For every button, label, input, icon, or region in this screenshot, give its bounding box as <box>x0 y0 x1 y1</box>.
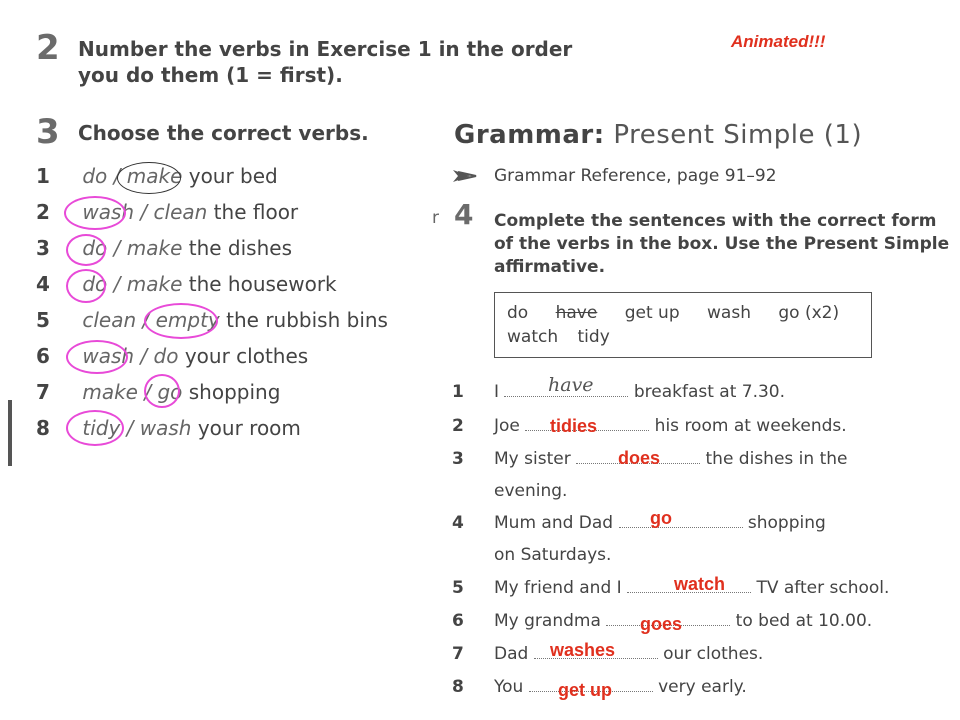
sentence-number: 8 <box>452 677 464 697</box>
sentence-after: our clothes. <box>657 644 764 664</box>
sentence-before: My sister <box>494 449 577 469</box>
margin-bar <box>8 400 12 466</box>
item-rest: the housework <box>182 272 337 296</box>
separator: / <box>107 236 127 260</box>
word: tidy <box>577 327 610 347</box>
item-rest: your clothes <box>178 344 309 368</box>
option-2: make <box>126 272 183 296</box>
margin-letter: r <box>432 208 439 228</box>
item-number: 1 <box>36 164 50 188</box>
separator: / <box>120 416 140 440</box>
word-box <box>494 292 872 358</box>
item-number: 3 <box>36 236 50 260</box>
grammar-title-bold: Grammar: <box>454 120 605 150</box>
option-1: do <box>82 272 108 296</box>
option-2: do <box>153 344 179 368</box>
sentence-number: 2 <box>452 416 464 436</box>
instruction-line2: of the verbs in the box. Use the Present Simple <box>494 234 950 254</box>
word: wash <box>707 303 751 323</box>
item-number: 4 <box>36 272 50 296</box>
sentence-before: Joe <box>494 416 526 436</box>
arrow-icon <box>452 166 478 186</box>
word: watch <box>507 327 559 347</box>
sentence-list <box>452 374 952 712</box>
answer-text: watch <box>674 574 726 594</box>
word-box-row2 <box>507 325 859 349</box>
sentence-number: 1 <box>452 382 464 402</box>
item-rest: the rubbish bins <box>219 308 388 332</box>
word: go (x2) <box>778 303 840 323</box>
separator: / <box>136 308 156 332</box>
sentence-number: 3 <box>452 449 464 469</box>
sentence-after: his room at weekends. <box>649 416 847 436</box>
item-number: 7 <box>36 380 50 404</box>
option-1: do <box>82 236 108 260</box>
word-crossed: have <box>555 303 598 323</box>
option-1: wash <box>82 344 135 368</box>
item-rest: your room <box>191 416 301 440</box>
answer-circle <box>66 410 124 446</box>
exercise2-line1: Number the verbs in Exercise 1 in the order <box>78 37 573 61</box>
answer-circle <box>144 303 218 339</box>
sentence-continued: evening. <box>494 481 568 501</box>
answer-circle <box>144 374 183 408</box>
exercise4-number: 4 <box>454 198 474 231</box>
item-rest: the dishes <box>182 236 292 260</box>
answer-text: goes <box>640 614 683 634</box>
animated-banner: Animated!!! <box>731 32 826 51</box>
item-rest: shopping <box>182 380 281 404</box>
sentence-before: My grandma <box>494 611 607 631</box>
sentence-before: I <box>494 382 505 402</box>
sentence-continued: on Saturdays. <box>494 545 612 565</box>
option-2: empty <box>155 308 220 332</box>
answer-text: get up <box>558 680 612 700</box>
sentence-number: 4 <box>452 513 464 533</box>
exercise2-instruction <box>78 36 572 88</box>
separator: / <box>107 272 127 296</box>
grammar-title <box>454 120 862 150</box>
sentence-before: You <box>494 677 529 697</box>
answer-circle <box>64 196 126 230</box>
sentence-number: 5 <box>452 578 464 598</box>
exercise2-line2: you do them (1 = first). <box>78 63 343 87</box>
sentence-after: TV after school. <box>751 578 890 598</box>
grammar-title-rest: Present Simple (1) <box>604 120 863 150</box>
option-2: clean <box>153 200 208 224</box>
option-2: make <box>126 236 183 260</box>
sentence-after: to bed at 10.00. <box>730 611 873 631</box>
item-number: 6 <box>36 344 50 368</box>
sentence-number: 7 <box>452 644 464 664</box>
answer-circle <box>66 234 106 266</box>
sentence-after: the dishes in the <box>700 449 848 469</box>
answer-circle <box>117 162 181 194</box>
separator: / <box>134 200 154 224</box>
separator: / <box>137 380 158 404</box>
option-1: do <box>82 164 108 188</box>
sentence-before: Dad <box>494 644 534 664</box>
answer-text: does <box>618 448 661 468</box>
exercise3-title: Choose the correct verbs. <box>78 121 369 145</box>
separator: / <box>134 344 154 368</box>
exercise4-instruction <box>494 210 949 279</box>
separator: / <box>107 164 127 188</box>
answer-text: tidies <box>550 416 598 436</box>
option-1: tidy <box>82 416 121 440</box>
option-2: make <box>126 164 183 188</box>
exercise3-number: 3 <box>36 112 60 152</box>
instruction-line1: Complete the sentences with the correct form <box>494 211 937 231</box>
item-rest: your bed <box>182 164 278 188</box>
option-1: make <box>82 380 138 404</box>
option-2: wash <box>139 416 192 440</box>
item-number: 8 <box>36 416 50 440</box>
handwritten-answer: have <box>548 374 594 396</box>
sentence-number: 6 <box>452 611 464 631</box>
grammar-reference: Grammar Reference, page 91–92 <box>494 166 777 186</box>
sentence-after: very early. <box>652 677 747 697</box>
word: do <box>507 303 529 323</box>
answer-blank[interactable] <box>619 513 743 528</box>
word-box-row1 <box>507 301 859 325</box>
option-2: go <box>157 380 183 404</box>
answer-circle <box>66 269 106 303</box>
sentence-before: Mum and Dad <box>494 513 619 533</box>
option-1: clean <box>82 308 137 332</box>
item-number: 5 <box>36 308 50 332</box>
answer-circle <box>66 340 128 374</box>
exercise2-number: 2 <box>36 28 60 68</box>
option-1: wash <box>82 200 135 224</box>
answer-text: go <box>650 508 672 528</box>
sentence-after: shopping <box>742 513 826 533</box>
word: get up <box>624 303 680 323</box>
instruction-line3: affirmative. <box>494 257 606 277</box>
answer-text: washes <box>550 640 616 660</box>
item-number: 2 <box>36 200 50 224</box>
sentence-before: My friend and I <box>494 578 628 598</box>
item-rest: the floor <box>207 200 299 224</box>
sentence-after: breakfast at 7.30. <box>628 382 786 402</box>
